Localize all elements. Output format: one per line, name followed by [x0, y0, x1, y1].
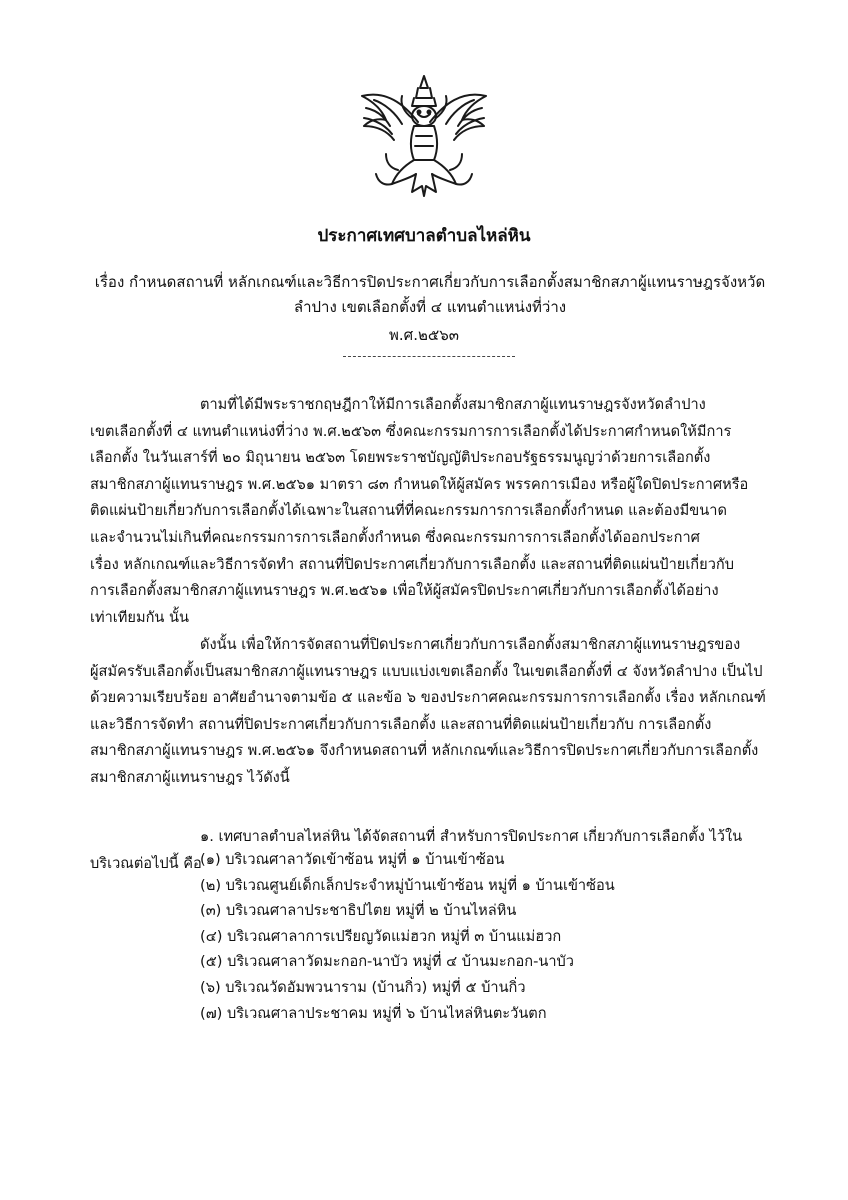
paragraph-line: และวิธีการจัดทำ สถานที่ปิดประกาศเกี่ยวกับการเลือกตั้ง และสถานที่ติดแผ่นป้ายเกี่ยวกับ การเลือกตั้ง [90, 715, 712, 733]
paragraph-line: สมาชิกสภาผู้แทนราษฎร พ.ศ.๒๕๖๑ จึงกำหนดสถานที่ หลักเกณฑ์และวิธีการปิดประกาศเกี่ยวกับการเลือกตั้ง [90, 742, 759, 760]
paragraph-line: เขตเลือกตั้งที่ ๔ แทนตำแหน่งที่ว่าง พ.ศ.๒๕๖๓ ซึ่งคณะกรรมการการเลือกตั้งได้ประกาศกำหนดให้มีการ [90, 422, 732, 440]
list-item: (๔) บริเวณศาลาการเปรียญวัดแม่ฮวก หมู่ที่ ๓ บ้านแม่ฮวก [200, 927, 562, 945]
paragraph-line: ด้วยความเรียบร้อย อาศัยอำนาจตามข้อ ๕ และข้อ ๖ ของประกาศคณะกรรมการการเลือกตั้ง เรื่อง หลักเกณฑ์ [90, 689, 766, 707]
list-item: (๓) บริเวณศาลาประชาธิปไตย หมู่ที่ ๒ บ้านไหล่หิน [200, 902, 517, 920]
paragraph-rationale [90, 632, 772, 792]
paragraph-line: ๑. เทศบาลตำบลไหล่หิน ได้จัดสถานที่ สำหรับการปิดประกาศ เกี่ยวกับการเลือกตั้ง ไว้ใน [200, 828, 743, 845]
list-item: (๑) บริเวณศาลาวัดเข้าซ้อน หมู่ที่ ๑ บ้านเข้าซ้อน [200, 851, 505, 868]
garuda-emblem-icon [356, 74, 492, 198]
list-item: (๕) บริเวณศาลาวัดมะกอก-นาบัว หมู่ที่ ๔ บ้านมะกอก-นาบัว [200, 953, 575, 971]
paragraph-line: ดังนั้น เพื่อให้การจัดสถานที่ปิดประกาศเกี่ยวกับการเลือกตั้งสมาชิกสภาผู้แทนราษฎรของ [200, 636, 741, 653]
separator-line [343, 356, 515, 357]
announcement-title: ประกาศเทศบาลตำบลไหล่หิน [317, 226, 531, 246]
paragraph-line: สมาชิกสภาผู้แทนราษฎร ไว้ดังนี้ [90, 768, 290, 786]
paragraph-line: เลือกตั้ง ในวันเสาร์ที่ ๒๐ มิถุนายน ๒๕๖๓ โดยพระราชบัญญัติประกอบรัฐธรรมนูญว่าด้วยการเลือกตั้ง [90, 449, 711, 467]
list-item: (๗) บริเวณศาลาประชาคม หมู่ที่ ๖ บ้านไหล่หินตะวันตก [200, 1004, 547, 1022]
list-item: (๒) บริเวณศูนย์เด็กเล็กประจำหมู่บ้านเข้าซ้อน หมู่ที่ ๑ บ้านเข้าซ้อน [200, 876, 615, 894]
subject-line: ลำปาง เขตเลือกตั้งที่ ๔ แทนตำแหน่งที่ว่าง [293, 298, 567, 316]
paragraph-line: บริเวณต่อไปนี้ คือ [90, 854, 202, 872]
subject-block [60, 270, 800, 320]
paragraph-line: และจำนวนไม่เกินที่คณะกรรมการการเลือกตั้งกำหนด ซึ่งคณะกรรมการการเลือกตั้งได้ออกประกาศ [90, 528, 700, 546]
paragraph-line: เท่าเทียมกัน นั้น [90, 608, 189, 626]
paragraph-line: สมาชิกสภาผู้แทนราษฎร พ.ศ.๒๕๖๑ มาตรา ๘๓ กำหนดให้ผู้สมัคร พรรคการเมือง หรือผู้ใดปิดประกาศหรือ [90, 475, 749, 493]
list-item: (๖) บริเวณวัดอัมพวนาราม (บ้านกิ่ว) หมู่ที่ ๕ บ้านกิ่ว [200, 978, 526, 996]
paragraph-background [90, 392, 772, 631]
paragraph-line: ติดแผ่นป้ายเกี่ยวกับการเลือกตั้งได้เฉพาะในสถานที่ที่คณะกรรมการการเลือกตั้งกำหนด และต้องมีขนาด [90, 502, 727, 520]
paragraph-line: การเลือกตั้งสมาชิกสภาผู้แทนราษฎร พ.ศ.๒๕๖๑ เพื่อให้ผู้สมัครปิดประกาศเกี่ยวกับการเลือกตั้งได้อย่าง [90, 582, 719, 600]
announcement-year: พ.ศ.๒๕๖๓ [389, 326, 459, 344]
paragraph-line: เรื่อง หลักเกณฑ์และวิธีการจัดทำ สถานที่ปิดประกาศเกี่ยวกับการเลือกตั้ง และสถานที่ติดแผ่นป้ายเกี่ยวกับ [90, 555, 734, 573]
paragraph-line: ตามที่ได้มีพระราชกฤษฎีกาให้มีการเลือกตั้งสมาชิกสภาผู้แทนราษฎรจังหวัดลำปาง [200, 396, 706, 413]
subject-line: เรื่อง กำหนดสถานที่ หลักเกณฑ์และวิธีการปิดประกาศเกี่ยวกับการเลือกตั้งสมาชิกสภาผู้แทนราษฎรจังหวัด [94, 273, 766, 291]
location-list [200, 847, 615, 1026]
paragraph-line: ผู้สมัครรับเลือกตั้งเป็นสมาชิกสภาผู้แทนราษฎร แบบแบ่งเขตเลือกตั้ง ในเขตเลือกตั้งที่ ๔ จังหวัดลำปาง เป็นไป [90, 662, 763, 680]
